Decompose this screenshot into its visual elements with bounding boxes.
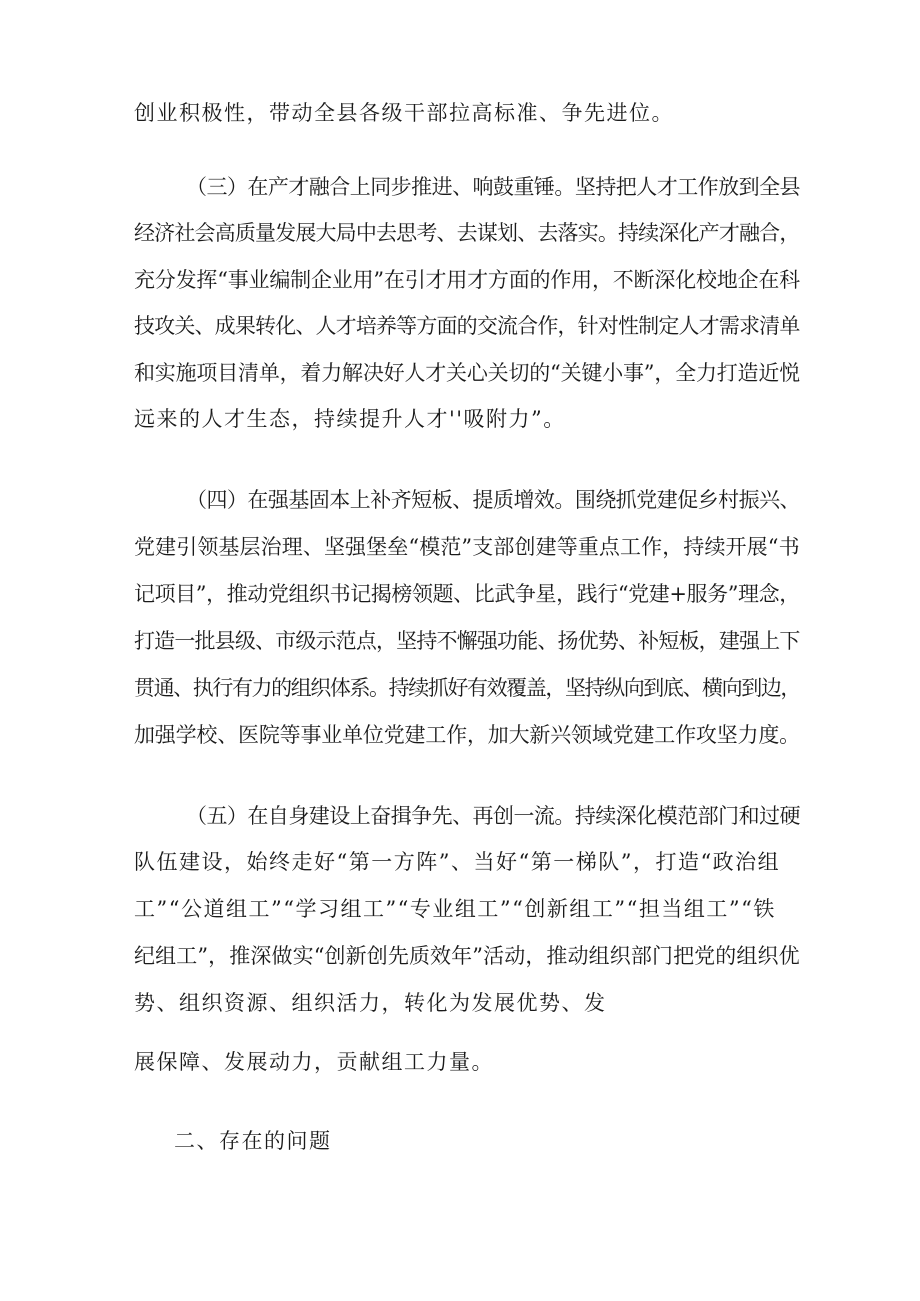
text-line: （五）在自身建设上奋揖争先、再创一流。持续深化模范部门和过硬: [186, 804, 800, 828]
text-line: 打造一批县级、市级示范点，坚持不懈强功能、扬优势、补短板，建强上下: [134, 629, 800, 653]
text-line: （四）在强基固本上补齐短板、提质增效。围绕抓党建促乡村振兴、: [186, 488, 800, 512]
text-line: 充分发挥“事业编制企业用”在引才用才方面的作用，不断深化校地企在科: [134, 268, 800, 292]
text-line: （三）在产才融合上同步推进、响鼓重锤。坚持把人才工作放到全县: [186, 175, 800, 199]
text-line: 贯通、执行有力的组织体系。持续抓好有效覆盖，坚持纵向到底、横向到边，: [134, 676, 800, 700]
text-line: 创业积极性，带动全县各级干部拉高标准、争先进位。: [134, 101, 674, 125]
text-line: 党建引领基层治理、坚强堡垒“模范”支部创建等重点工作，持续开展“书: [134, 535, 800, 559]
text-line: 经济社会高质量发展大局中去思考、去谋划、去落实。持续深化产才融合，: [134, 221, 800, 245]
text-line: 队伍建设，始终走好“第一方阵”、当好“第一梯队”，打造“政治组: [134, 850, 781, 874]
text-line: 加强学校、医院等事业单位党建工作，加大新兴领域党建工作攻坚力度。: [134, 723, 800, 747]
text-line: 远来的人才生态，持续提升人才''吸附力”。: [134, 407, 566, 431]
text-line: 势、组织资源、组织活力，转化为发展优势、发: [134, 991, 607, 1015]
text-line: 纪组工”，推深做实“创新创先质效年”活动，推动组织部门把党的组织优: [134, 944, 800, 968]
text-line: 和实施项目清单，着力解决好人才关心关切的“关键小事”，全力打造近悦: [134, 361, 800, 385]
text-line: 工”“公道组工”“学习组工”“专业组工”“创新组工”“担当组工”“铁: [134, 897, 776, 921]
text-line: 记项目”，推动党组织书记揭榜领题、比武争星，践行“党建+服务”理念，: [134, 582, 800, 606]
text-line: 技攻关、成果转化、人才培养等方面的交流合作，针对性制定人才需求清单: [134, 314, 800, 338]
section-heading: 二、存在的问题: [174, 1129, 332, 1153]
text-line: 展保障、发展动力，贡献组工力量。: [134, 1050, 494, 1074]
